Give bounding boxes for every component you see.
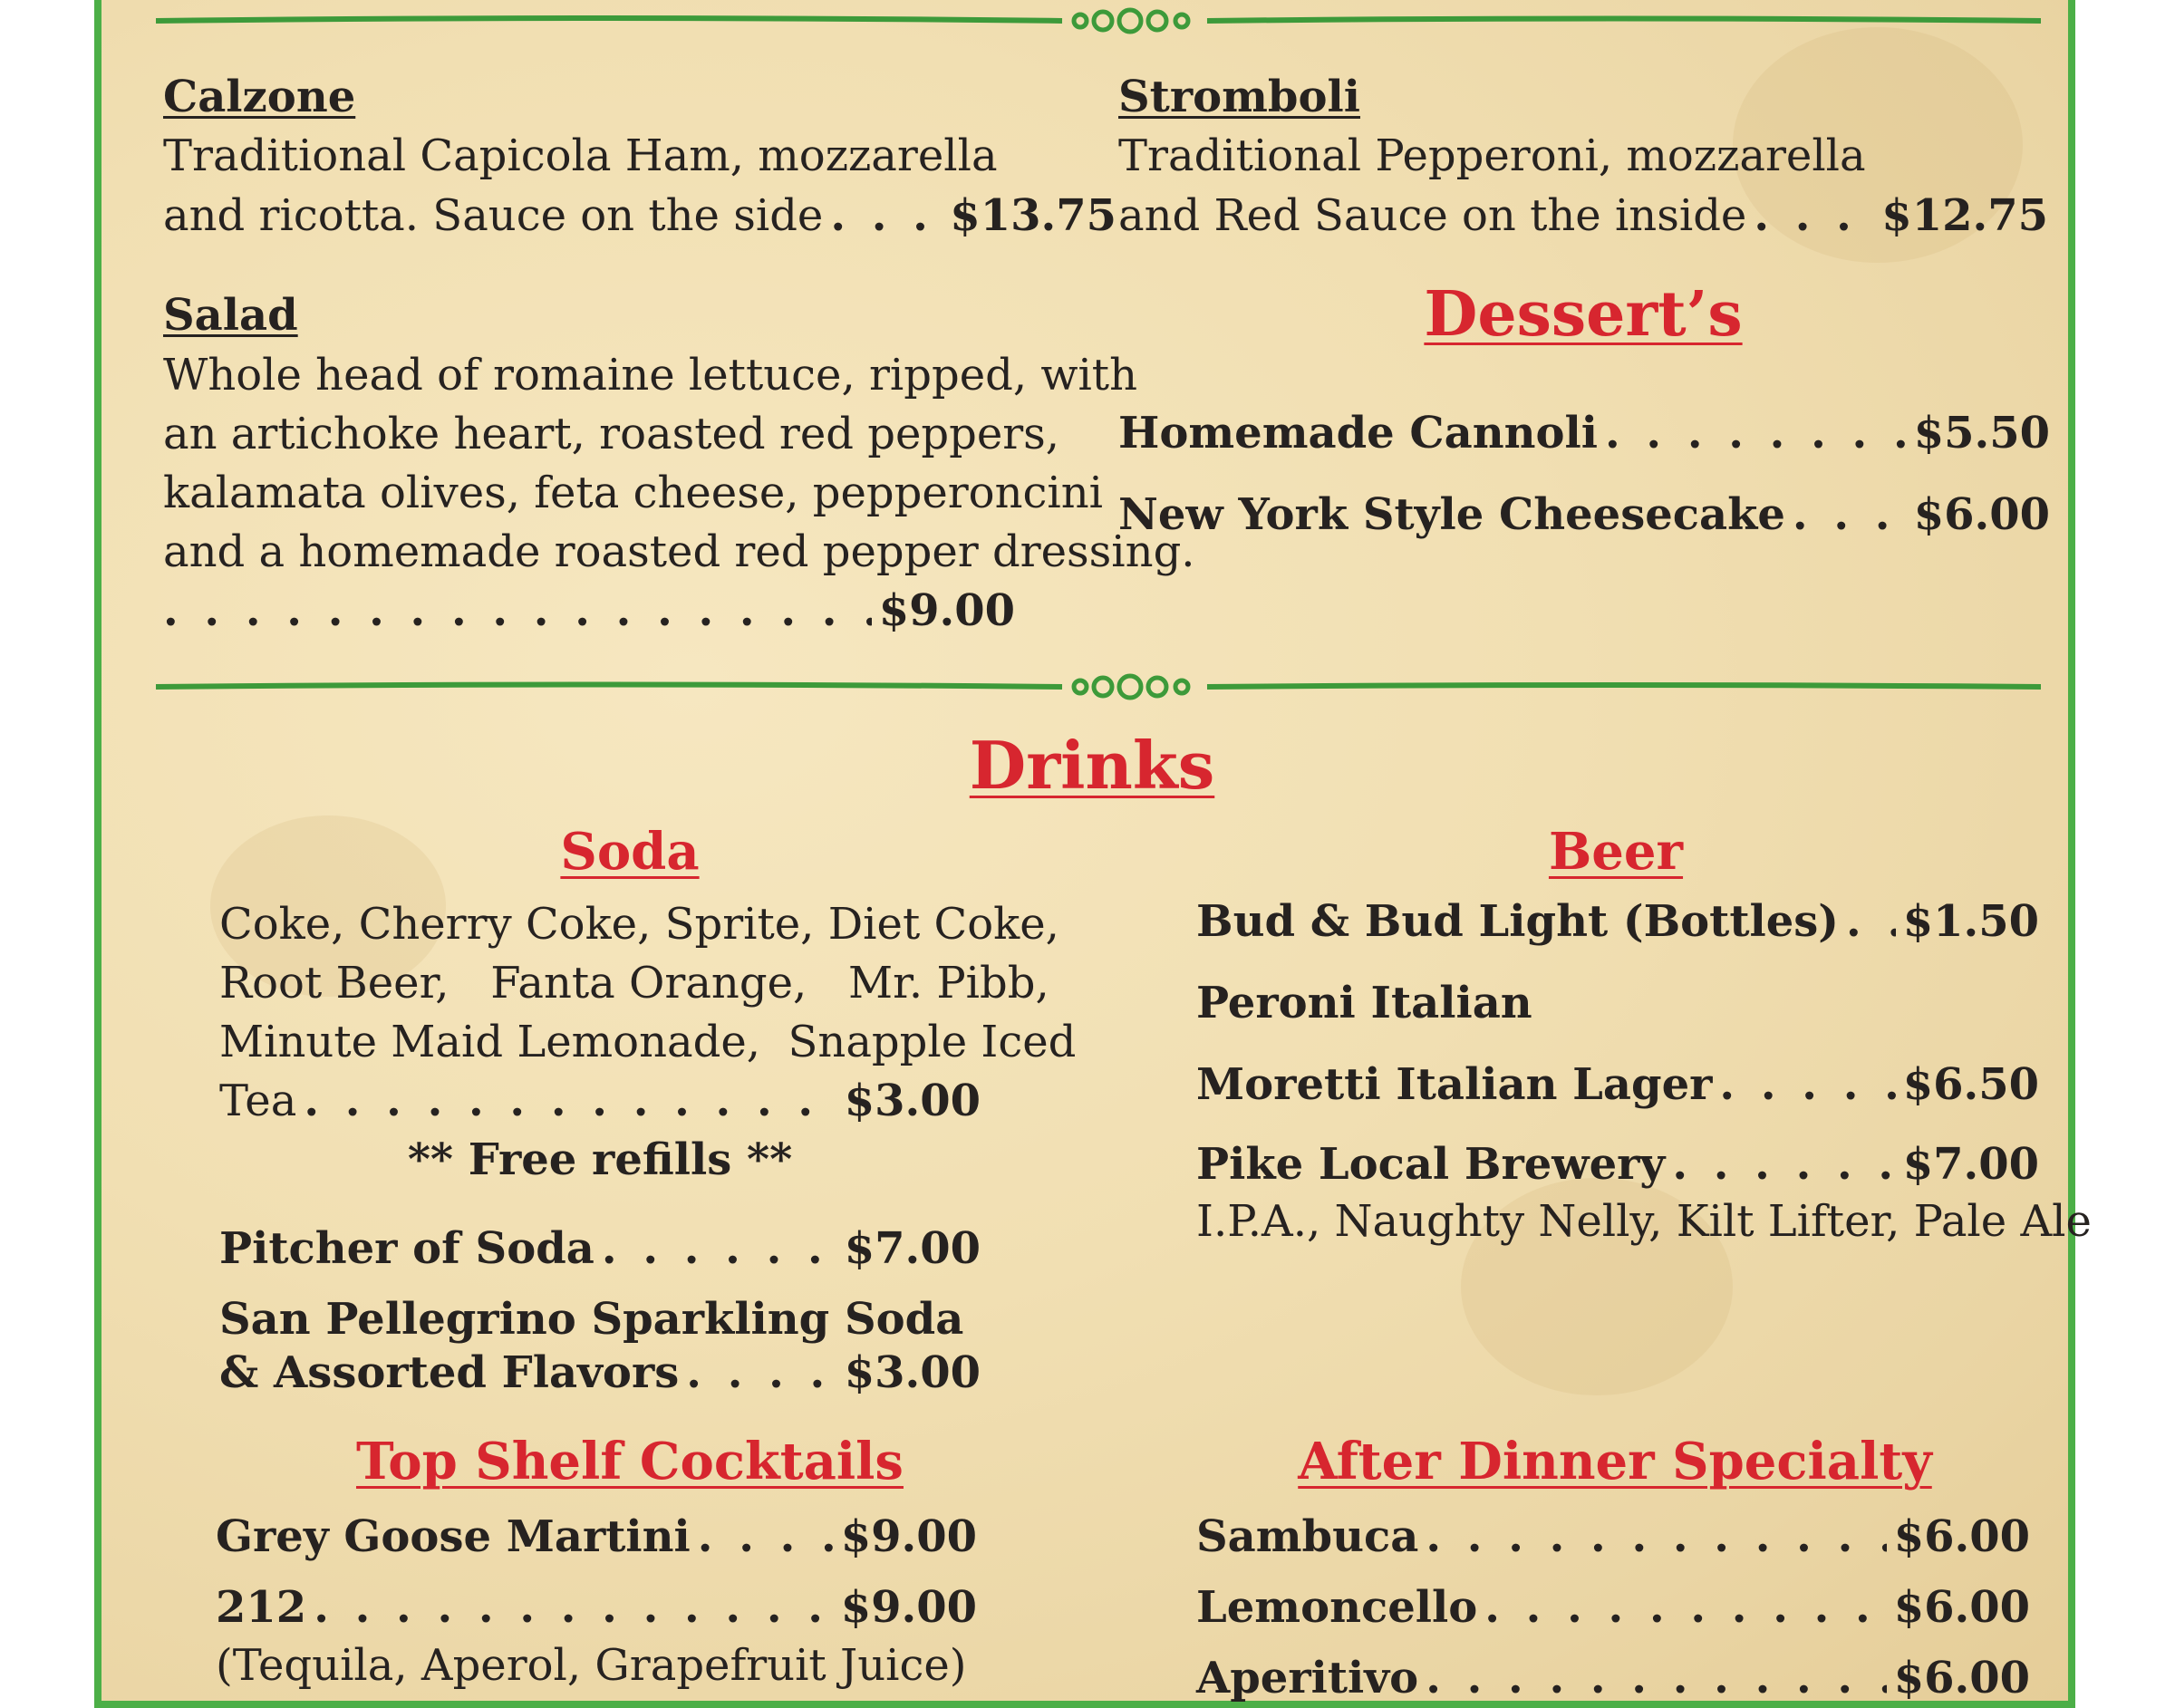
beer-item <box>1196 893 2039 950</box>
calzone-title: Calzone <box>163 72 356 122</box>
dot-leader <box>686 1344 836 1402</box>
pike-styles-note: I.P.A., Naughty Nelly, Kilt Lifter, Pale Ale <box>1196 1196 2092 1247</box>
calzone-desc-line2: and ricotta. Sauce on the side <box>163 190 824 241</box>
salad-desc-line: kalamata olives, feta cheese, pepperoncini <box>163 468 1103 518</box>
cocktails-heading: Top Shelf Cocktails <box>356 1432 904 1491</box>
calzone-price: $13.75 <box>950 190 1116 241</box>
soda-price-row <box>219 1072 981 1130</box>
after-dinner-item <box>1196 1649 2030 1707</box>
dot-leader <box>1754 187 1874 245</box>
dessert-price: $6.00 <box>1913 489 2050 540</box>
after-dinner-name: Lemoncello <box>1196 1582 1478 1633</box>
dot-leader <box>602 1220 837 1278</box>
stromboli-price: $12.75 <box>1881 190 2048 241</box>
dot-leader <box>830 187 942 245</box>
dot-leader <box>1846 893 1896 950</box>
beer-name: Moretti Italian Lager <box>1196 1059 1713 1110</box>
beer-price: $1.50 <box>1902 896 2039 947</box>
menu-page <box>94 0 2092 1708</box>
after-dinner-item <box>1196 1508 2030 1566</box>
beer-name: Pike Local Brewery <box>1196 1139 1666 1190</box>
cocktail-name: Grey Goose Martini <box>216 1511 691 1562</box>
beer-heading: Beer <box>1548 822 1684 882</box>
dot-leader <box>698 1508 834 1566</box>
beer-price: $7.00 <box>1902 1139 2039 1190</box>
after-dinner-heading: After Dinner Specialty <box>1298 1432 1932 1491</box>
soda-list-line: Coke, Cherry Coke, Sprite, Diet Coke, <box>219 899 1059 950</box>
pitcher-row <box>219 1220 981 1278</box>
soda-price: $3.00 <box>844 1076 981 1126</box>
ornamental-divider <box>156 673 2041 700</box>
ornamental-divider <box>156 7 2041 34</box>
dot-leader <box>1793 486 1907 544</box>
cocktail-name: 212 <box>216 1582 307 1633</box>
stromboli-desc-line2: and Red Sauce on the inside <box>1118 190 1747 241</box>
cocktail-212-ingredients: (Tequila, Aperol, Grapefruit Juice) <box>216 1640 967 1691</box>
dot-leader <box>314 1578 833 1636</box>
beer-price: $6.50 <box>1902 1059 2039 1110</box>
soda-list-last: Tea <box>219 1076 297 1126</box>
desserts-heading: Dessert’s <box>1424 278 1743 351</box>
after-dinner-item <box>1196 1578 2030 1636</box>
pellegrino-line1: San Pellegrino Sparkling Soda <box>219 1294 964 1345</box>
after-dinner-name: Aperitivo <box>1196 1653 1419 1703</box>
free-refills-note: ** Free refills ** <box>407 1134 793 1185</box>
salad-desc-line: Whole head of romaine lettuce, ripped, with <box>163 350 1138 400</box>
beer-name: Peroni Italian <box>1196 978 1532 1028</box>
after-dinner-price: $6.00 <box>1893 1653 2030 1703</box>
after-dinner-name: Sambuca <box>1196 1511 1419 1562</box>
dot-leader <box>304 1072 836 1130</box>
cocktail-price: $9.00 <box>840 1511 977 1562</box>
dessert-item <box>1118 486 2050 544</box>
cocktail-item <box>216 1508 977 1566</box>
salad-desc-line: and a homemade roasted red pepper dressing. <box>163 526 1195 577</box>
dessert-name: Homemade Cannoli <box>1118 408 1598 458</box>
drinks-heading: Drinks <box>969 727 1215 804</box>
cocktail-item <box>216 1578 977 1636</box>
after-dinner-price: $6.00 <box>1893 1582 2030 1633</box>
dessert-price: $5.50 <box>1913 408 2050 458</box>
salad-desc-line: an artichoke heart, roasted red peppers, <box>163 409 1060 459</box>
dessert-item <box>1118 404 2050 462</box>
stromboli-desc-line1: Traditional Pepperoni, mozzarella <box>1118 130 1866 181</box>
dot-leader <box>1484 1578 1886 1636</box>
dot-leader <box>1672 1135 1895 1193</box>
pellegrino-price: $3.00 <box>844 1347 981 1398</box>
beer-item <box>1196 1056 2039 1114</box>
pitcher-price: $7.00 <box>844 1223 981 1274</box>
soda-list-line: Root Beer, Fanta Orange, Mr. Pibb, <box>219 958 1049 1008</box>
dot-leader <box>1426 1649 1887 1707</box>
calzone-price-row <box>163 187 1116 245</box>
beer-name: Bud & Bud Light (Bottles) <box>1196 896 1840 947</box>
dessert-name: New York Style Cheesecake <box>1118 489 1785 540</box>
beer-item <box>1196 1135 2039 1193</box>
soda-list-line: Minute Maid Lemonade, Snapple Iced <box>219 1017 1077 1067</box>
dot-leader <box>1426 1508 1886 1566</box>
salad-title: Salad <box>163 290 298 341</box>
stromboli-title: Stromboli <box>1118 72 1360 122</box>
salad-price: $9.00 <box>878 585 1015 636</box>
dot-leader <box>163 582 872 640</box>
pitcher-name: Pitcher of Soda <box>219 1223 594 1274</box>
soda-heading: Soda <box>560 822 700 882</box>
salad-price-row <box>163 582 1015 640</box>
pellegrino-line2: & Assorted Flavors <box>219 1347 680 1398</box>
calzone-desc-line1: Traditional Capicola Ham, mozzarella <box>163 130 998 181</box>
after-dinner-price: $6.00 <box>1893 1511 2030 1562</box>
dot-leader <box>1605 404 1907 462</box>
stromboli-price-row <box>1118 187 2048 245</box>
dot-leader <box>1719 1056 1895 1114</box>
pellegrino-row <box>219 1344 981 1402</box>
cocktail-price: $9.00 <box>840 1582 977 1633</box>
